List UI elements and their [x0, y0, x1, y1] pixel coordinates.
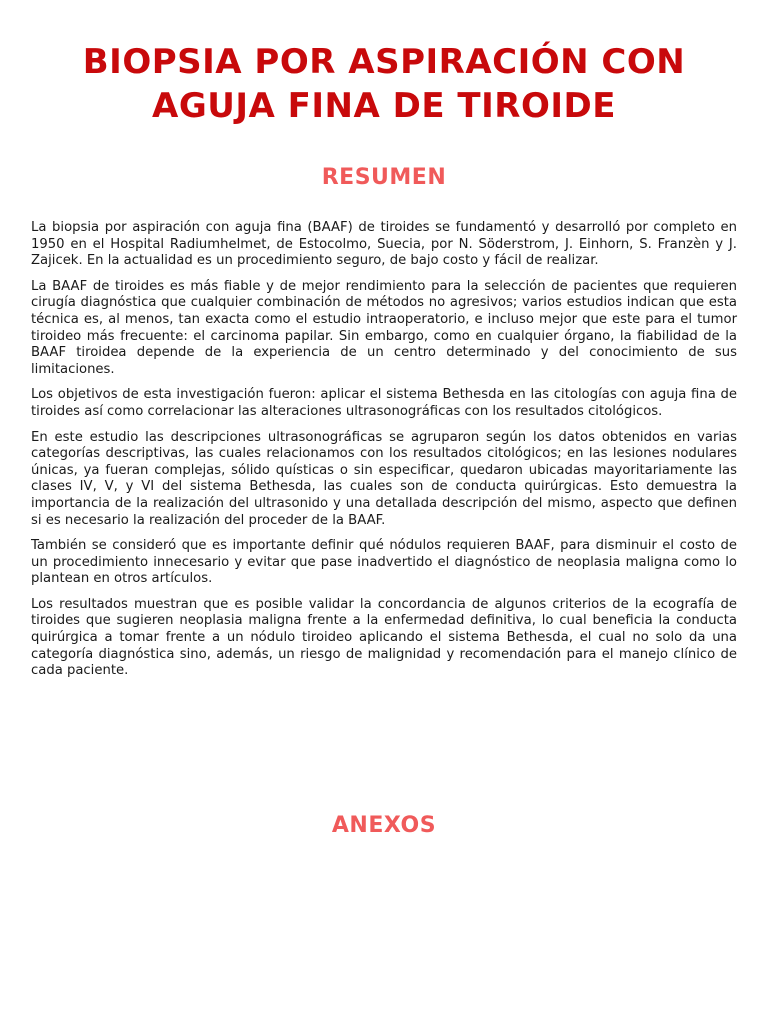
title-line-1: BIOPSIA POR ASPIRACIÓN CON: [82, 42, 686, 82]
paragraph: La BAAF de tiroides es más fiable y de mejor rendimiento para la selección de pacientes que requieren cirugía diagnóstica que cualquier combinación de métodos no agresivos; varios estudios indican que esta técnica es, al menos, tan exacta como el estudio intraoperatorio, e incluso mejor que este para el tumor tiroideo más frecuente: el carcinoma papilar. Sin embargo, como en cualquier órgano, la fiabilidad de la BAAF tiroidea depende de la experiencia de un centro determinado y del conocimiento de sus limitaciones.: [31, 278, 737, 377]
resumen-body: [31, 220, 737, 689]
paragraph: Los resultados muestran que es posible validar la concordancia de algunos criterios de la ecografía de tiroides que sugieren neoplasia maligna frente a la enfermedad definitiva, lo cual beneficia la conducta quirúrgica a tomar frente a un nódulo tiroideo aplicando el sistema Bethesda, el cual no solo da una categoría diagnóstica sino, además, un riesgo de malignidad y recomendación para el manejo clínico de cada paciente.: [31, 596, 737, 679]
paragraph: También se consideró que es importante definir qué nódulos requieren BAAF, para disminuir el costo de un procedimiento innecesario y evitar que pase inadvertido el diagnóstico de neoplasia maligna como lo plantean en otros artículos.: [31, 538, 737, 587]
anexos-heading: ANEXOS: [331, 813, 437, 838]
document-title: [0, 40, 768, 128]
resumen-heading: RESUMEN: [321, 165, 447, 190]
paragraph: Los objetivos de esta investigación fueron: aplicar el sistema Bethesda en las citologías con aguja fina de tiroides así como correlacionar las alteraciones ultrasonográficas con los resultados citológicos.: [31, 387, 737, 419]
title-line-2: AGUJA FINA DE TIROIDE: [152, 86, 616, 126]
paragraph: En este estudio las descripciones ultrasonográficas se agruparon según los datos obtenidos en varias categorías descriptivas, las cuales relacionamos con los resultados citológicos; en las lesiones nodulares únicas, ya fueran complejas, sólido quísticas o sin especificar, quedaron ubicadas mayoritariamente las clases IV, V, y VI del sistema Bethesda, las cuales son de conducta quirúrgicas. Esto demuestra la importancia de la realización del ultrasonido y una detallada descripción del mismo, aspecto que definen si es necesario la realización del proceder de la BAAF.: [31, 429, 737, 528]
paragraph: La biopsia por aspiración con aguja fina (BAAF) de tiroides se fundamentó y desarrolló por completo en 1950 en el Hospital Radiumhelmet, de Estocolmo, Suecia, por N. Söderstrom, J. Einhorn, S. Franzèn y J. Zajicek. En la actualidad es un procedimiento seguro, de bajo costo y fácil de realizar.: [31, 220, 737, 269]
